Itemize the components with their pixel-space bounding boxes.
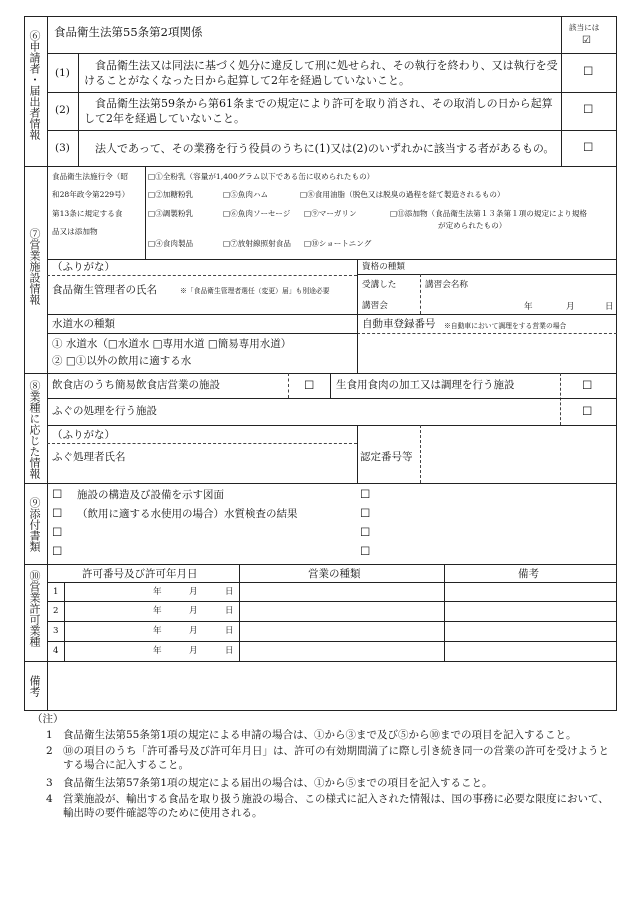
manager-note: ※「食品衛生管理者選任（変更）届」も別途必要: [180, 287, 330, 295]
product-1-checkbox[interactable]: □①全粉乳（容量が1,400グラム以下である缶に収められたもの）: [148, 172, 375, 181]
sec8-line: [47, 398, 617, 399]
manager-furigana: （ふりがな）: [52, 261, 115, 273]
notes-heading: （注）: [32, 713, 64, 725]
course-month: 月: [566, 302, 575, 312]
doc-1-checkbox[interactable]: ☐: [52, 487, 63, 501]
permit-row-4-day: 日: [225, 646, 234, 656]
permit-row-3-num: 3: [53, 626, 59, 636]
sec8-dash: [47, 443, 357, 444]
permit-row-3-year: 年: [153, 626, 162, 636]
sec10-line: [47, 641, 617, 642]
product-8-checkbox[interactable]: □⑧食用油脂（脱色又は脱臭の過程を経て製造されるもの）: [300, 190, 505, 199]
sec7-line: [357, 274, 617, 275]
note-3-num: 3: [46, 777, 53, 789]
sec7-law-note-2: 和28年政令第229号）: [52, 190, 130, 199]
sec7-law-note-4: 品又は添加物: [52, 227, 98, 236]
product-10-checkbox[interactable]: □⑩ショートニング: [304, 239, 372, 248]
product-9-checkbox[interactable]: □⑨マーガリン: [304, 209, 357, 218]
sec6-item-3-checkbox[interactable]: ☐: [583, 140, 594, 154]
permit-row-2-num: 2: [53, 606, 59, 616]
divider-6-7: [24, 166, 617, 167]
doc-1-label: 施設の構造及び設備を示す図面: [77, 489, 224, 501]
sec10-line: [47, 601, 617, 602]
sec10-line: [47, 621, 617, 622]
course-day: 日: [605, 302, 614, 312]
doc-2-checkbox[interactable]: ☐: [52, 506, 63, 520]
product-6-checkbox[interactable]: □⑥魚肉ソーセージ: [223, 209, 291, 218]
sec8-line: [47, 425, 617, 426]
divider-8-9: [24, 483, 617, 484]
permit-row-3-day: 日: [225, 626, 234, 636]
sec10-line: [47, 582, 617, 583]
divider-9-10: [24, 564, 617, 565]
fugu-furigana: （ふりがな）: [52, 429, 115, 441]
qualification-type: 資格の種類: [362, 262, 405, 272]
product-7-checkbox[interactable]: □⑦放射線照射食品: [223, 239, 291, 248]
vehicle-dash: [357, 333, 617, 334]
sec10-col: [239, 564, 240, 661]
sec8-col: [330, 373, 331, 398]
sec7-line: [47, 259, 617, 260]
note-3: 食品衛生法第57条第1項の規定による届出の場合は、①から⑤までの項目を記入すること。: [63, 777, 493, 789]
note-2: ⑩の項目のうち「許可番号及び許可年月日」は、許可の有効期間満了に際し引き続き同一の営業の許可を受けようとする場合に記入すること。: [63, 745, 609, 771]
water-option-2[interactable]: ② □①以外の飲用に適する水: [52, 355, 192, 367]
note-1: 食品衛生法第55条第1項の規定による申請の場合は、①から③まで及び⑤から⑩までの項目を記入すること。: [63, 729, 577, 741]
simple-restaurant-checkbox[interactable]: ☐: [304, 378, 315, 392]
sec8-dash-col: [288, 373, 289, 398]
permit-row-4-year: 年: [153, 646, 162, 656]
permit-row-2-year: 年: [153, 606, 162, 616]
doc-3-checkbox[interactable]: ☐: [52, 525, 63, 539]
course-year: 年: [524, 302, 533, 312]
permit-row-1-year: 年: [153, 587, 162, 597]
simple-restaurant-label: 飲食店のうち簡易飲食店営業の施設: [52, 379, 220, 391]
divider-10-remarks: [24, 661, 617, 662]
water-label: 水道水の種類: [52, 318, 115, 330]
sec6-num-col: [78, 53, 79, 166]
sec6-check-header: 該当には: [569, 23, 600, 32]
col-type-header: 営業の種類: [308, 568, 361, 580]
sec6-header: 食品衛生法第55条第2項関係: [54, 25, 203, 39]
doc-5-checkbox[interactable]: ☐: [360, 487, 371, 501]
permit-row-2-day: 日: [225, 606, 234, 616]
remarks-label: 備考: [28, 675, 41, 697]
permit-row-4-month: 月: [189, 646, 198, 656]
section-7-label: ⑦営業施設情報: [28, 228, 41, 305]
fugu-facility-label: ふぐの処理を行う施設: [52, 405, 157, 417]
permit-row-2-month: 月: [189, 606, 198, 616]
col-permit-header: 許可番号及び許可年月日: [82, 568, 198, 580]
sec6-item-2-num: (2): [55, 104, 70, 116]
doc-8-checkbox[interactable]: ☐: [360, 544, 371, 558]
sec8-dash-col: [560, 373, 561, 425]
product-3-checkbox[interactable]: □③調製粉乳: [148, 209, 194, 218]
doc-2-label: （飲用に適する水使用の場合）水質検査の結果: [77, 508, 298, 520]
sec6-item-3-num: (3): [55, 142, 70, 154]
sec6-item-1-checkbox[interactable]: ☐: [583, 64, 594, 78]
product-11-checkbox[interactable]: □⑪添加物（食品衛生法第１３条第１項の規定により規格: [390, 209, 588, 218]
permit-row-1-month: 月: [189, 587, 198, 597]
water-option-1[interactable]: ① 水道水（□水道水 □専用水道 □簡易専用水道）: [52, 338, 292, 350]
divider-7-8: [24, 373, 617, 374]
sec6-item-2-checkbox[interactable]: ☐: [583, 102, 594, 116]
product-2-checkbox[interactable]: □②加糖粉乳: [148, 190, 194, 199]
sec6-item-1-text: 食品衛生法又は同法に基づく処分に違反して刑に処せられ、その執行を終わり、又は執行を受けることがなくなった日から起算して2年を経過していないこと。: [84, 59, 558, 87]
manager-name-label: 食品衛生管理者の氏名: [52, 284, 157, 296]
vehicle-label: 自動車登録番号: [362, 318, 436, 330]
sec7-line: [47, 333, 357, 334]
course-label-1: 受講した: [362, 280, 397, 290]
sec6-row-line: [47, 53, 617, 54]
course-name: 講習会名称: [425, 280, 468, 290]
course-label-2: 講習会: [362, 301, 388, 311]
permit-row-1-num: 1: [53, 587, 59, 597]
product-11-note: が定められたもの）: [438, 221, 507, 230]
fugu-cert-label: 認定番号等: [360, 451, 413, 463]
sec6-check-header-box: ☑: [582, 35, 591, 46]
sec8-cert-dash: [420, 425, 421, 483]
sec7-dash-col: [420, 274, 421, 314]
sec10-num-col: [64, 582, 65, 661]
section-6-label: ⑥申請者・届出者情報: [28, 30, 41, 140]
doc-7-checkbox[interactable]: ☐: [360, 525, 371, 539]
sec10-col: [444, 564, 445, 661]
sec7-law-col: [145, 166, 146, 259]
note-4-num: 4: [46, 793, 53, 805]
sec7-manager-col: [357, 259, 358, 314]
sec8-cert-col: [357, 425, 358, 483]
doc-4-checkbox[interactable]: ☐: [52, 544, 63, 558]
permit-row-1-day: 日: [225, 587, 234, 597]
sec6-check-col: [561, 16, 562, 166]
note-4: 営業施設が、輸出する食品を取り扱う施設の場合、この様式に記入された情報は、国の事務に必要な限度において、輸出時の要件確認等のために使用される。: [63, 793, 609, 819]
raw-meat-checkbox[interactable]: ☐: [582, 378, 593, 392]
raw-meat-label: 生食用食肉の加工又は調理を行う施設: [336, 379, 515, 391]
section-9-label: ⑨添付書類: [28, 497, 41, 552]
section-10-label: ⑩営業許可業種: [28, 570, 41, 647]
sec7-dash: [47, 275, 357, 276]
product-5-checkbox[interactable]: □⑤魚肉ハム: [223, 190, 269, 199]
sec7-line: [47, 314, 617, 315]
note-1-num: 1: [46, 729, 53, 741]
label-column-divider: [47, 16, 48, 711]
product-4-checkbox[interactable]: □④食肉製品: [148, 239, 194, 248]
permit-row-3-month: 月: [189, 626, 198, 636]
sec6-item-2-text: 食品衛生法第59条から第61条までの規定により許可を取り消され、その取消しの日から起算して2年を経過していないこと。: [84, 97, 553, 125]
vehicle-col: [357, 314, 358, 373]
sec7-law-note-1: 食品衛生法施行令（昭: [52, 172, 128, 181]
sec7-law-note-3: 第13条に規定する食: [52, 209, 123, 218]
vehicle-note: ※自動車において調理をする営業の場合: [444, 322, 567, 330]
doc-6-checkbox[interactable]: ☐: [360, 506, 371, 520]
permit-row-4-num: 4: [53, 646, 59, 656]
note-2-num: 2: [46, 745, 53, 757]
fugu-handler-label: ふぐ処理者氏名: [52, 451, 126, 463]
sec6-row-line: [47, 92, 617, 93]
col-note-header: 備考: [518, 568, 539, 580]
sec6-item-1-num: (1): [55, 67, 70, 79]
fugu-facility-checkbox[interactable]: ☐: [582, 404, 593, 418]
sec6-row-line: [47, 130, 617, 131]
section-8-label: ⑧業種に応じた情報: [28, 380, 41, 479]
sec6-item-3-text: 法人であって、その業務を行う役員のうちに(1)又は(2)のいずれかに該当する者があるもの。: [95, 142, 555, 155]
